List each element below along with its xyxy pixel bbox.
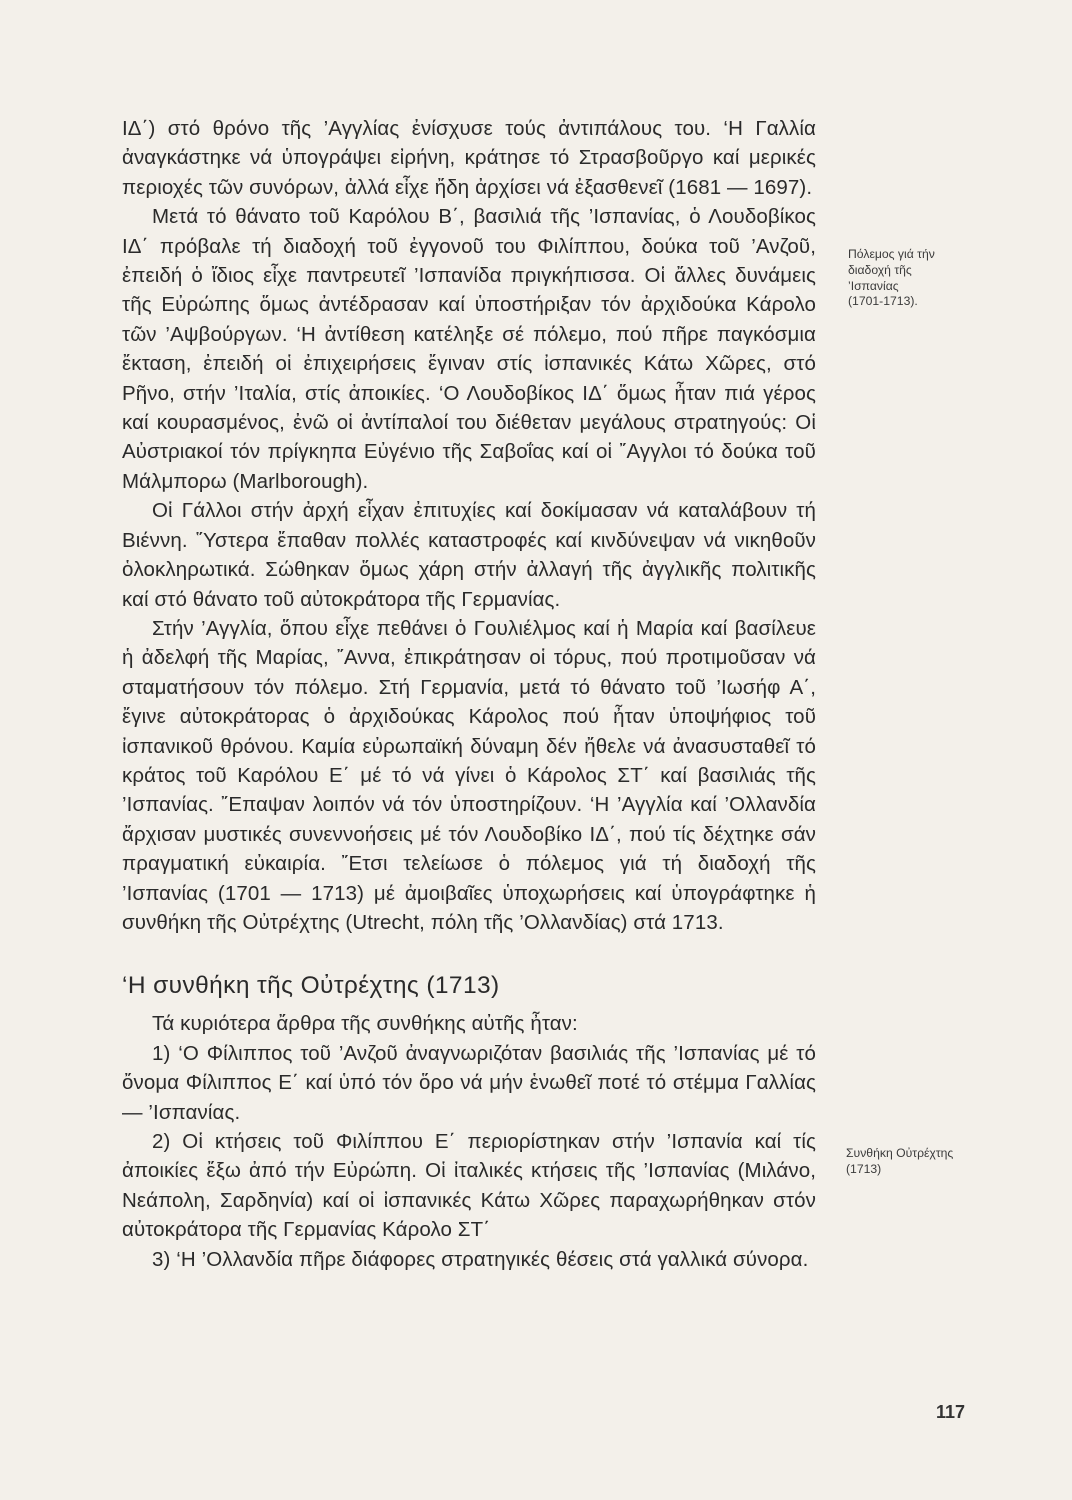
margin-note-line: Πόλεμος γιά τήν [848, 247, 935, 261]
paragraph-2: Μετά τό θάνατο τοῦ Καρόλου Β΄, βασιλιά τῆς ’Ισπανίας, ὁ Λουδοβίκος ΙΔ΄ πρόβαλε τή διαδοχή τοῦ ἐγγονοῦ του Φιλίππου, δούκα τοῦ ’Ανζοῦ, ἐπειδή ὁ ἴδιος εἶχε παντρευτεῖ ’Ισπανίδα πριγκήπισσα. Οἱ ἄλλες δυνάμεις τῆς Εὐρώπης ὅμως ἀντέδρασαν καί ὑποστήριξαν τόν ἀρχιδούκα Κάρολο τῶν ’Αψβούργων. ‘Η ἀντίθεση κατέληξε σέ πόλεμο, πού πῆρε παγκόσμια ἔκταση, ἐπειδή οἱ ἐπιχειρήσεις ἔγιναν στίς ἰσπανικές Κάτω Χῶρες, στό Ρῆνο, στήν ’Ιταλία, στίς ἀποικίες. ‘Ο Λουδοβίκος ΙΔ΄ ὅμως ἦταν πιά γέρος καί κουρασμένος, ἐνῶ οἱ ἀντίπαλοί του διέθεταν μεγάλους στρατηγούς: Οἱ Αὐστριακοί τόν πρίγκηπα Εὐγένιο τῆς Σαβοΐας καί οἱ ῎Αγγλοι τό δούκα τοῦ Μάλμπορω (Marlborough). [122, 205, 816, 493]
margin-note-line: ’Ισπανίας [848, 278, 899, 293]
section-heading: ‘Η συνθήκη τῆς Οὐτρέχτης (1713) [122, 972, 500, 1000]
article-1: 1) ‘Ο Φίλιππος τοῦ ’Ανζοῦ ἀναγνωριζόταν βασιλιάς τῆς ’Ισπανίας μέ τό ὄνομα Φίλιππος Ε΄ καί ὑπό τόν ὅρο νά μήν ἑνωθεῖ ποτέ τό στέμμα Γαλλίας — ’Ισπανίας. [122, 1041, 816, 1124]
margin-note-war-of-succession [848, 247, 988, 310]
paragraph-1: ΙΔ΄) στό θρόνο τῆς ’Αγγλίας ἐνίσχυσε τούς ἀντιπάλους του. ‘Η Γαλλία ἀναγκάστηκε νά ὑπογράψει εἰρήνη, κράτησε τό Στρασβοῦργο καί μερικές περιοχές τῶν συνόρων, ἀλλά εἶχε ἤδη ἀρχίσει νά ἐξασθενεῖ (1681 — 1697). [122, 117, 816, 199]
section-intro: Τά κυριότερα ἄρθρα τῆς συνθήκης αὐτῆς ἦταν: [152, 1012, 578, 1036]
paragraph-3: Οἱ Γάλλοι στήν ἀρχή εἶχαν ἐπιτυχίες καί δοκίμασαν νά καταλάβουν τή Βιέννη. ῞Υστερα ἔπαθαν πολλές καταστροφές καί κινδύνεψαν νά νικηθοῦν ὁλοκληρωτικά. Σώθηκαν ὅμως χάρη στήν ἀλλαγή τῆς ἀγγλικῆς πολιτικῆς καί στό θάνατο τοῦ αὐτοκράτορα τῆς Γερμανίας. [122, 499, 816, 611]
page-number: 117 [936, 1402, 966, 1422]
paragraph-4: Στήν ’Αγγλία, ὅπου εἶχε πεθάνει ὁ Γουλιέλμος καί ἡ Μαρία καί βασίλευε ἡ ἀδελφή τῆς Μαρίας, ῎Αννα, ἐπικράτησαν οἱ τόρυς, πού προτιμοῦσαν νά σταματήσουν τόν πόλεμο. Στή Γερμανία, μετά τό θάνατο τοῦ ’Ιωσήφ Α΄, ἔγινε αὐτοκράτορας ὁ ἀρχιδούκας Κάρολος πού ἦταν ὑποψήφιος τοῦ ἰσπανικοῦ θρόνου. Καμία εὐρωπαϊκή δύναμη δέν ἤθελε νά ἀνασυσταθεῖ τό κράτος τοῦ Καρόλου Ε΄ μέ τό νά γίνει ὁ Κάρολος ΣΤ΄ καί βασιλιάς τῆς ’Ισπανίας. ῎Επαψαν λοιπόν νά τόν ὑποστηρίζουν. ‘Η ’Αγγλία καί ’Ολλανδία ἄρχισαν μυστικές συνεννοήσεις μέ τόν Λουδοβίκο ΙΔ΄, πού τίς δέχτηκε σάν πραγματική εὐκαιρία. ῎Ετσι τελείωσε ὁ πόλεμος γιά τή διαδοχή τῆς ’Ισπανίας (1701 — 1713) μέ ἀμοιβαῖες ὑποχωρήσεις καί ὑπογράφτηκε ἡ συνθήκη τῆς Οὐτρέχτης (Utrecht, πόλη τῆς ’Ολλανδίας) στά 1713. [122, 616, 816, 934]
margin-note-line: (1713) [846, 1161, 882, 1176]
margin-note-line: (1701-1713). [848, 294, 918, 309]
article-2: 2) Οἱ κτήσεις τοῦ Φιλίππου Ε΄ περιορίστηκαν στήν ’Ισπανία καί τίς ἀποικίες ἔξω ἀπό τήν Εὐρώπη. Οἱ ἰταλικές κτήσεις τῆς ’Ισπανίας (Μιλάνο, Νεάπολη, Σαρδηνία) καί οἱ ἰσπανικές Κάτω Χῶρες παραχωρήθηκαν στόν αὐτοκράτορα τῆς Γερμανίας Κάρολο ΣΤ΄ [122, 1130, 816, 1242]
margin-note-treaty-utrecht [846, 1146, 986, 1178]
margin-note-line: Συνθήκη Οὐτρέχτης [846, 1146, 954, 1160]
main-text-column [122, 114, 816, 1274]
article-3: 3) ‘Η ’Ολλανδία πῆρε διάφορες στρατηγικές θέσεις στά γαλλικά σύνορα. [152, 1247, 809, 1271]
margin-note-line: διαδοχή τῆς [848, 262, 912, 277]
